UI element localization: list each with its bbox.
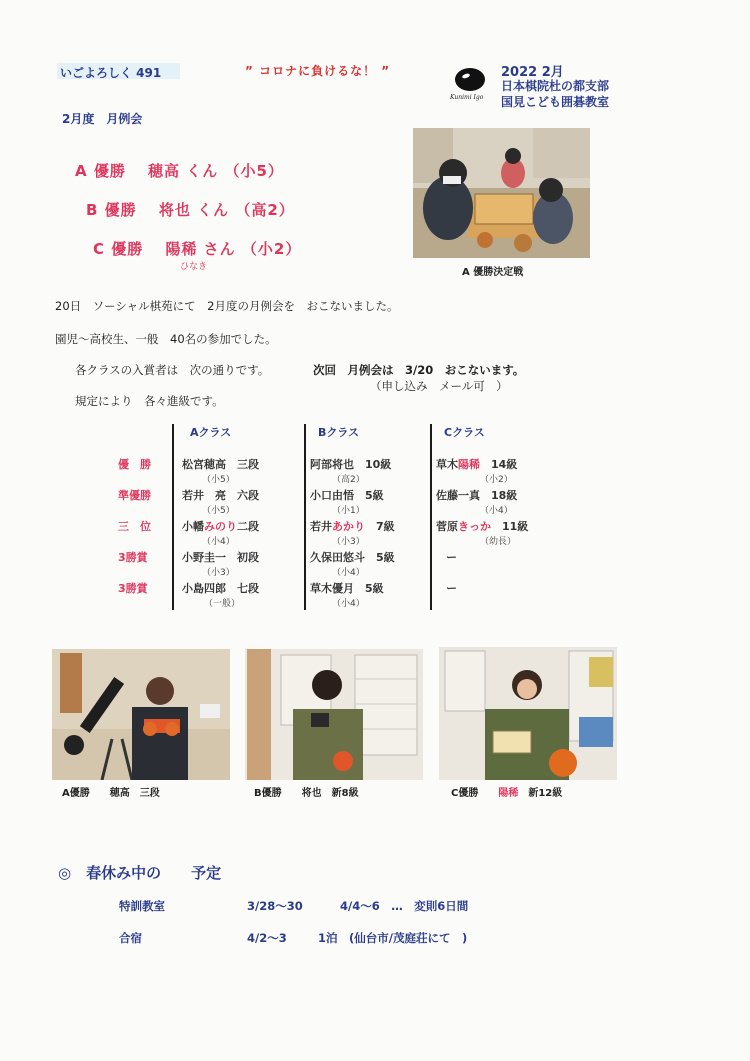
winner-a: A 優勝 穂高 くん （小5） — [75, 162, 284, 180]
result-grade: （小4） — [202, 537, 235, 547]
winner-b-caption: B優勝 将也 新8級 — [254, 788, 359, 799]
winner-b-photo — [245, 649, 423, 780]
report-line-4: 規定により 各々進級です。 — [75, 394, 224, 408]
schedule-title: ◎ 春休み中の 予定 — [58, 864, 222, 882]
final-match-photo — [413, 128, 590, 258]
schedule-extra: 4/4～6 … 変則6日間 — [340, 899, 469, 913]
prize-label: 優 勝 — [118, 458, 151, 471]
result-grade: （小5） — [202, 475, 235, 485]
result-entry: 松宮穂高 三段 — [182, 458, 259, 471]
result-grade: （小4） — [332, 599, 365, 609]
no-entry-dash: ー — [446, 551, 457, 564]
result-grade: （小3） — [332, 537, 365, 547]
column-header-b: Bクラス — [318, 426, 360, 439]
column-divider — [304, 424, 306, 610]
result-grade: （小4） — [332, 568, 365, 578]
result-entry: 小野圭一 初段 — [182, 551, 259, 564]
winner-c: C 優勝 陽稀 さん （小2） — [93, 240, 302, 258]
winner-a-photo — [52, 649, 230, 780]
prize-label: 準優勝 — [118, 489, 151, 502]
no-entry-dash: ー — [446, 582, 457, 595]
winner-c-caption: C優勝 陽稀 新12級 — [451, 788, 563, 799]
result-grade: （高2） — [332, 475, 365, 485]
next-meeting: 次回 月例会は 3/20 おこないます。 — [313, 363, 525, 377]
winner-b-illustration — [245, 649, 423, 780]
final-match-illustration — [413, 128, 590, 258]
winner-a-illustration — [52, 649, 230, 780]
result-grade: （小2） — [480, 475, 513, 485]
issue-date: 2022 2月 — [501, 65, 564, 80]
winner-b: B 優勝 将也 くん （高2） — [86, 201, 295, 219]
final-match-caption: A 優勝決定戦 — [462, 267, 524, 278]
page-title: 2月度 月例会 — [62, 112, 143, 126]
result-entry: 小口由悟 5級 — [310, 489, 384, 502]
result-entry: 菅原きっか 11級 — [436, 520, 529, 533]
result-entry: 小幡みのり二段 — [182, 520, 259, 533]
prize-label: 3勝賞 — [118, 551, 148, 564]
report-line-2: 園児～高校生、一般 40名の参加でした。 — [55, 332, 277, 346]
result-entry: 若井 亮 六段 — [182, 489, 259, 502]
winner-c-photo — [439, 647, 617, 780]
result-entry: 小島四郎 七段 — [182, 582, 259, 595]
result-entry: 草木優月 5級 — [310, 582, 384, 595]
result-entry: 阿部将也 10級 — [310, 458, 392, 471]
schedule-dates: 3/28～30 — [247, 899, 303, 913]
club-logo — [450, 68, 490, 108]
result-grade: （一般） — [204, 599, 241, 609]
report-line-3: 各クラスの入賞者は 次の通りです。 — [75, 363, 270, 377]
winner-c-reading: ひなき — [180, 262, 208, 272]
prize-label: 三 位 — [118, 520, 151, 533]
column-header-a: Aクラス — [190, 426, 232, 439]
schedule-extra: 1泊 (仙台市/茂庭荘にて ) — [318, 931, 468, 945]
org-name-line1: 日本棋院杜の都支部 — [501, 79, 610, 93]
result-grade: （小1） — [332, 506, 365, 516]
result-entry: 久保田悠斗 5級 — [310, 551, 395, 564]
result-entry: 若井あかり 7級 — [310, 520, 395, 533]
schedule-label: 合宿 — [119, 931, 142, 945]
column-divider — [430, 424, 432, 610]
prize-label: 3勝賞 — [118, 582, 148, 595]
result-grade: （小4） — [480, 506, 513, 516]
schedule-label: 特訓教室 — [119, 899, 165, 913]
result-entry: 佐藤一真 18級 — [436, 489, 518, 502]
report-line-1: 20日 ソーシャル棋苑にて 2月度の月例会を おこないました。 — [55, 299, 399, 313]
next-meeting-note: （申し込み メール可 ） — [370, 379, 508, 393]
column-divider — [172, 424, 174, 610]
column-header-c: Cクラス — [444, 426, 485, 439]
org-name-line2: 国見こども囲碁教室 — [501, 95, 610, 109]
logo-text: Kunimi Igo — [450, 94, 484, 101]
go-stone-icon — [455, 68, 485, 91]
slogan: ” コロナに負けるな！ ” — [245, 64, 391, 78]
result-grade: （幼長） — [480, 537, 517, 547]
results-table — [112, 420, 572, 612]
winner-a-caption: A優勝 穂高 三段 — [62, 788, 160, 799]
result-grade: （小5） — [202, 506, 235, 516]
schedule-dates: 4/2～3 — [247, 931, 287, 945]
winner-c-illustration — [439, 647, 617, 780]
result-entry: 草木陽稀 14級 — [436, 458, 518, 471]
result-grade: （小3） — [202, 568, 235, 578]
issue-number: いごよろしく 491 — [60, 66, 162, 80]
